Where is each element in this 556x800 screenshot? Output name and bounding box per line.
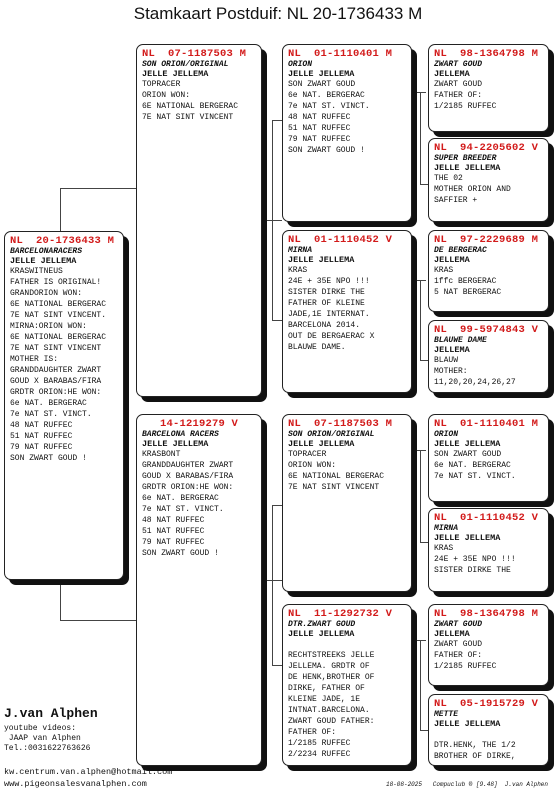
breeder-name: JELLEMA	[434, 69, 470, 79]
pedigree-card-fmf[interactable]	[428, 230, 549, 312]
connector-line	[420, 542, 428, 543]
pigeon-name: DE BERGERAC	[434, 246, 487, 255]
owner-details: youtube videos: JAAP van Alphen Tel.:0031622763626	[4, 724, 91, 753]
pedigree-card-mother-mother[interactable]	[282, 604, 412, 766]
breeder-name: JELLEMA	[434, 629, 470, 639]
pedigree-card-mmm[interactable]	[428, 694, 549, 766]
ring-number: NL 99-5974843 V	[434, 324, 539, 336]
ring-number: NL 01-1110401 M	[434, 418, 539, 430]
pigeon-info: THE 02 MOTHER ORION AND SAFFIER +	[434, 174, 511, 205]
connector-line	[272, 665, 282, 666]
connector-line	[60, 188, 136, 189]
connector-line	[272, 505, 273, 665]
connector-line	[412, 92, 426, 93]
pigeon-name: ZWART GOUD	[434, 620, 483, 629]
pigeon-name: DTR.ZWART GOUD	[288, 620, 356, 629]
ring-number: NL 07-1187503 M	[288, 418, 393, 430]
pigeon-info: RECHTSTREEKS JELLE JELLEMA. GRDTR OF DE HENK,BROTHER OF DIRKE, FATHER OF KLEINE JADE, 1E INTNAT.BARCELONA. ZWART GOUD FATHER: FATHER OF: 1/2185 RUFFEC 2/2234 RUFFEC	[288, 651, 375, 759]
pigeon-name: METTE	[434, 710, 459, 719]
connector-line	[412, 450, 426, 451]
pedigree-card-father[interactable]	[136, 44, 262, 397]
pigeon-name: BARCELONA RACERS	[142, 430, 219, 439]
ring-number: NL 01-1110452 V	[288, 234, 393, 246]
ring-number: NL 07-1187503 M	[142, 48, 247, 60]
connector-line	[420, 92, 421, 184]
ring-number: NL 05-1915729 V	[434, 698, 539, 710]
pedigree-card-fmm[interactable]	[428, 320, 549, 393]
connector-line	[412, 640, 426, 641]
breeder-name: JELLEMA	[434, 255, 470, 265]
pigeon-info: BLAUW MOTHER: 11,20,20,24,26,27	[434, 356, 516, 387]
breeder-name: JELLE JELLEMA	[434, 439, 501, 449]
breeder-name: JELLE JELLEMA	[10, 256, 77, 266]
owner-name: J.van Alphen	[4, 706, 98, 721]
breeder-name: JELLE JELLEMA	[434, 719, 501, 729]
ring-number: NL 94-2205602 V	[434, 142, 539, 154]
connector-line	[272, 120, 282, 121]
pigeon-info: KRAS 1ffc BERGERAC 5 NAT BERGERAC	[434, 266, 502, 297]
pedigree-card-father-mother[interactable]	[282, 230, 412, 393]
pigeon-name: SON ORION/ORIGINAL	[142, 60, 229, 69]
breeder-name: JELLE JELLEMA	[434, 163, 501, 173]
connector-line	[420, 640, 421, 730]
pigeon-name: BLAUWE DAME	[434, 336, 487, 345]
pigeon-info: SON ZWART GOUD 6e NAT. BERGERAC 7e NAT ST. VINCT.	[434, 450, 516, 481]
pigeon-info: KRASWITNEUS FATHER IS ORIGINAL! GRANDORION WON: 6E NATIONAL BERGERAC 7E NAT SINT VINCENT. MIRNA:ORION WON: 6E NATIONAL BERGERAC 7E NAT SINT VINCENT MOTHER IS: GRANDDAUGHTER ZWART GOUD X BARABAS/FIRA GRDTR ORION:HE WON: 6e NAT. BERGERAC 7e NAT ST. VINCT. 48 NAT RUFFEC 51 NAT RUFFEC 79 NAT RUFFEC SON ZWART GOUD !	[10, 267, 107, 463]
pigeon-info: DTR.HENK, THE 1/2 BROTHER OF DIRKE,	[434, 741, 516, 761]
breeder-name: JELLE JELLEMA	[434, 533, 501, 543]
pigeon-info: KRAS 24E + 35E NPO !!! SISTER DIRKE THE FATHER OF KLEINE JADE,1E INTERNAT. BARCELONA 2014. OUT DE BERGAERAC X BLAUWE DAME.	[288, 266, 375, 352]
breeder-name: JELLE JELLEMA	[288, 255, 355, 265]
pigeon-name: ZWART GOUD	[434, 60, 483, 69]
pigeon-info: SON ZWART GOUD 6e NAT. BERGERAC 7e NAT ST. VINCT. 48 NAT RUFFEC 51 NAT RUFFEC 79 NAT RUFFEC SON ZWART GOUD !	[288, 80, 370, 155]
pigeon-name: MIRNA	[288, 246, 313, 255]
ring-number: NL 98-1364798 M	[434, 48, 539, 60]
ring-number: NL 01-1110401 M	[288, 48, 393, 60]
breeder-name: JELLE JELLEMA	[288, 69, 355, 79]
pedigree-card-mfm[interactable]	[428, 508, 549, 592]
pedigree-card-father-father[interactable]	[282, 44, 412, 222]
owner-contact: kw.centrum.van.alphen@hotmail.com www.pigeonsalesvanalphen.com	[4, 767, 173, 789]
breeder-name: JELLE JELLEMA	[142, 439, 209, 449]
breeder-name: JELLE JELLEMA	[288, 439, 355, 449]
page-title: Stamkaart Postduif: NL 20-1736433 M	[133, 4, 423, 23]
pedigree-card-ffm[interactable]	[428, 138, 549, 222]
connector-line	[420, 184, 428, 185]
ring-number: NL 98-1364798 M	[434, 608, 539, 620]
print-info: 18-08-2025 Compuclub ® [9.48] J.van Alphen	[385, 781, 548, 788]
pedigree-card-fff[interactable]	[428, 44, 549, 132]
connector-line	[420, 280, 421, 360]
pigeon-info: ZWART GOUD FATHER OF: 1/2185 RUFFEC	[434, 80, 497, 111]
ring-number: NL 11-1292732 V	[288, 608, 393, 620]
connector-line	[272, 120, 273, 320]
breeder-name: JELLE JELLEMA	[288, 629, 355, 639]
connector-line	[420, 730, 428, 731]
pigeon-name: ORION	[434, 430, 459, 439]
pedigree-card-mother[interactable]	[136, 414, 262, 766]
pedigree-card-mother-father[interactable]	[282, 414, 412, 592]
pigeon-name: ORION	[288, 60, 313, 69]
connector-line	[60, 620, 136, 621]
ring-number: NL 20-1736433 M	[10, 235, 115, 247]
connector-line	[60, 580, 61, 620]
pigeon-info: KRASBONT GRANDDAUGHTER ZWART GOUD X BARABAS/FIRA GRDTR ORION:HE WON: 6e NAT. BERGERAC 7e NAT ST. VINCT. 48 NAT RUFFEC 51 NAT RUFFEC 79 NAT RUFFEC SON ZWART GOUD !	[142, 450, 234, 558]
ring-number: NL 01-1110452 V	[434, 512, 539, 524]
pigeon-info: TOPRACER ORION WON: 6E NATIONAL BERGERAC 7E NAT SINT VINCENT	[142, 80, 239, 122]
pedigree-card-mmf[interactable]	[428, 604, 549, 686]
pigeon-info: KRAS 24E + 35E NPO !!! SISTER DIRKE THE	[434, 544, 516, 575]
breeder-name: JELLEMA	[434, 345, 470, 355]
pigeon-name: SUPER BREEDER	[434, 154, 497, 163]
pedigree-card-mff[interactable]	[428, 414, 549, 502]
pigeon-info: ZWART GOUD FATHER OF: 1/2185 RUFFEC	[434, 640, 497, 671]
pedigree-card-subject[interactable]	[4, 231, 124, 580]
ring-number: NL 97-2229689 M	[434, 234, 539, 246]
connector-line	[420, 360, 428, 361]
connector-line	[420, 450, 421, 542]
breeder-name: JELLE JELLEMA	[142, 69, 209, 79]
connector-line	[60, 188, 61, 231]
pigeon-info: TOPRACER ORION WON: 6E NATIONAL BERGERAC 7E NAT SINT VINCENT	[288, 450, 385, 492]
connector-line	[272, 505, 282, 506]
pigeon-name: SON ORION/ORIGINAL	[288, 430, 375, 439]
pigeon-name: BARCELONARACERS	[10, 247, 83, 256]
pigeon-name: MIRNA	[434, 524, 459, 533]
connector-line	[272, 320, 282, 321]
connector-line	[412, 280, 426, 281]
ring-number: 14-1219279 V	[159, 418, 239, 430]
